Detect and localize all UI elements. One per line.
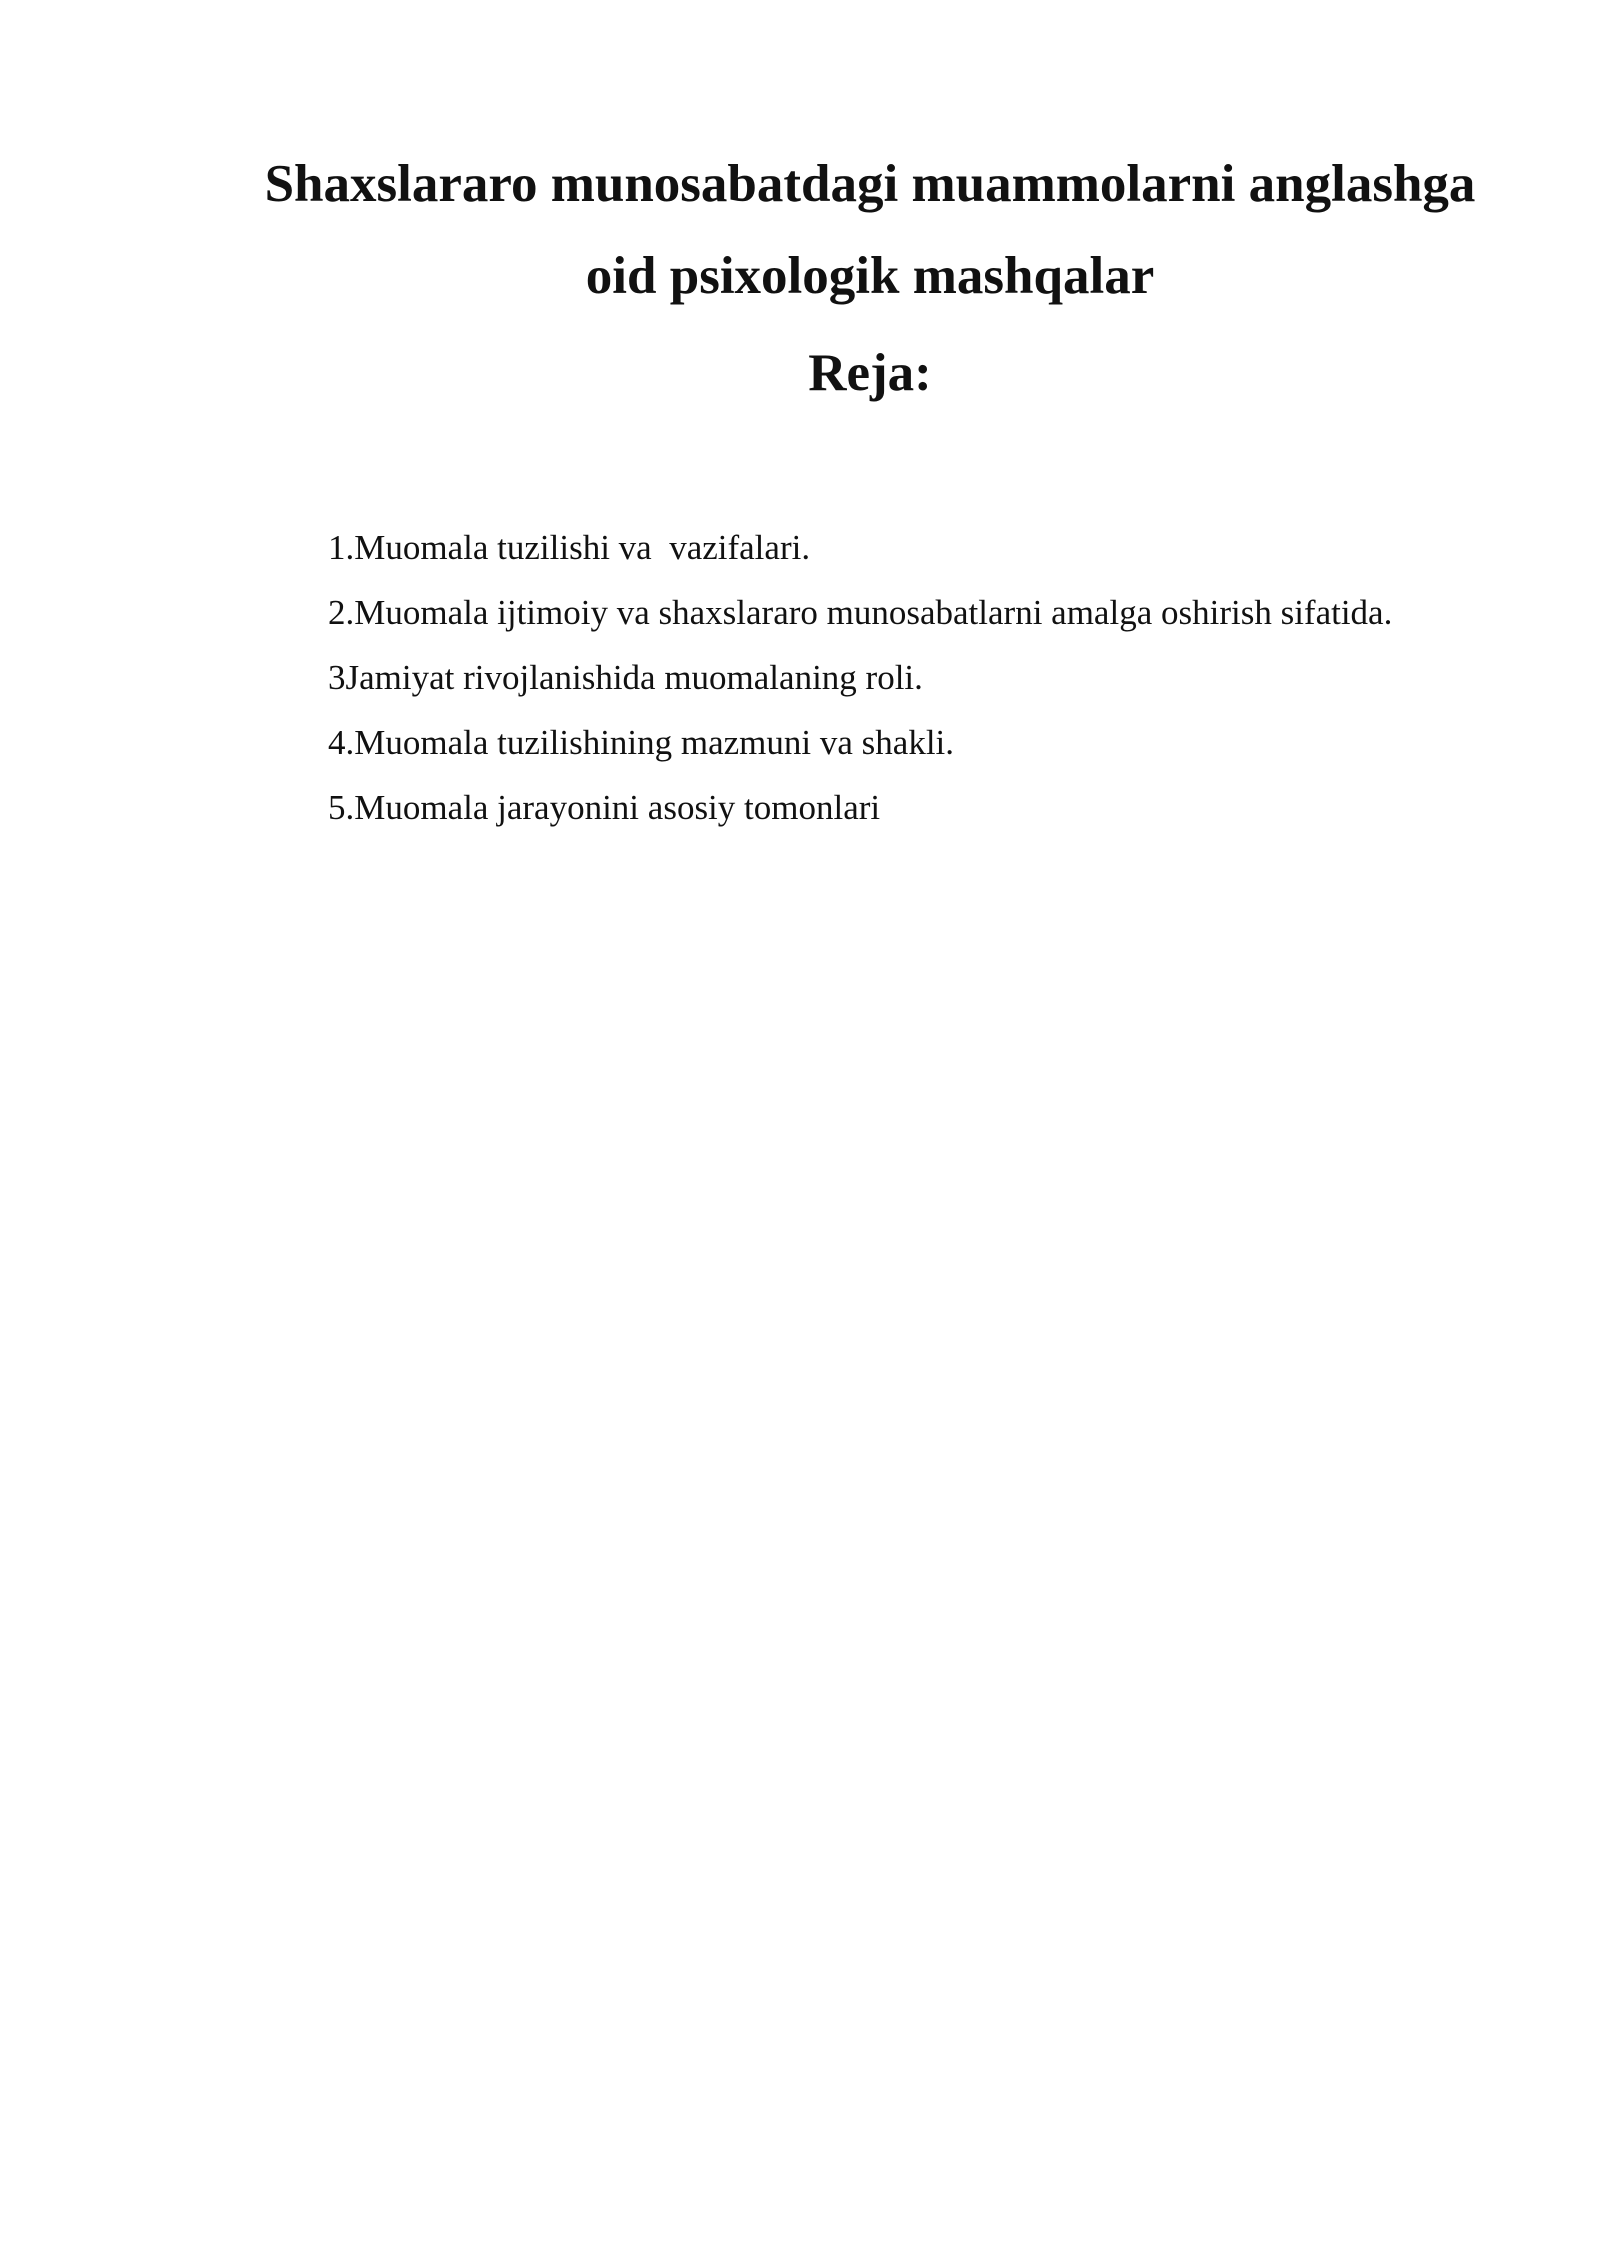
- plan-item: 5.Muomala jarayonini asosiy tomonlari: [328, 788, 881, 827]
- plan-list: [328, 515, 1392, 840]
- document-title: [230, 138, 1510, 322]
- plan-item: 2.Muomala ijtimoiy va shaxslararo munosabatlarni amalga oshirish sifatida.: [328, 593, 1393, 632]
- plan-item: 4.Muomala tuzilishining mazmuni va shakli.: [328, 723, 955, 762]
- plan-item: 3Jamiyat rivojlanishida muomalaning roli.: [328, 658, 923, 697]
- title-line-2: oid psixologik mashqalar: [585, 247, 1155, 305]
- plan-heading: Reja:: [808, 344, 932, 402]
- title-line-1: Shaxslararo munosabatdagi muammolarni anglashga: [264, 155, 1476, 213]
- plan-item: 1.Muomala tuzilishi va vazifalari.: [328, 528, 811, 567]
